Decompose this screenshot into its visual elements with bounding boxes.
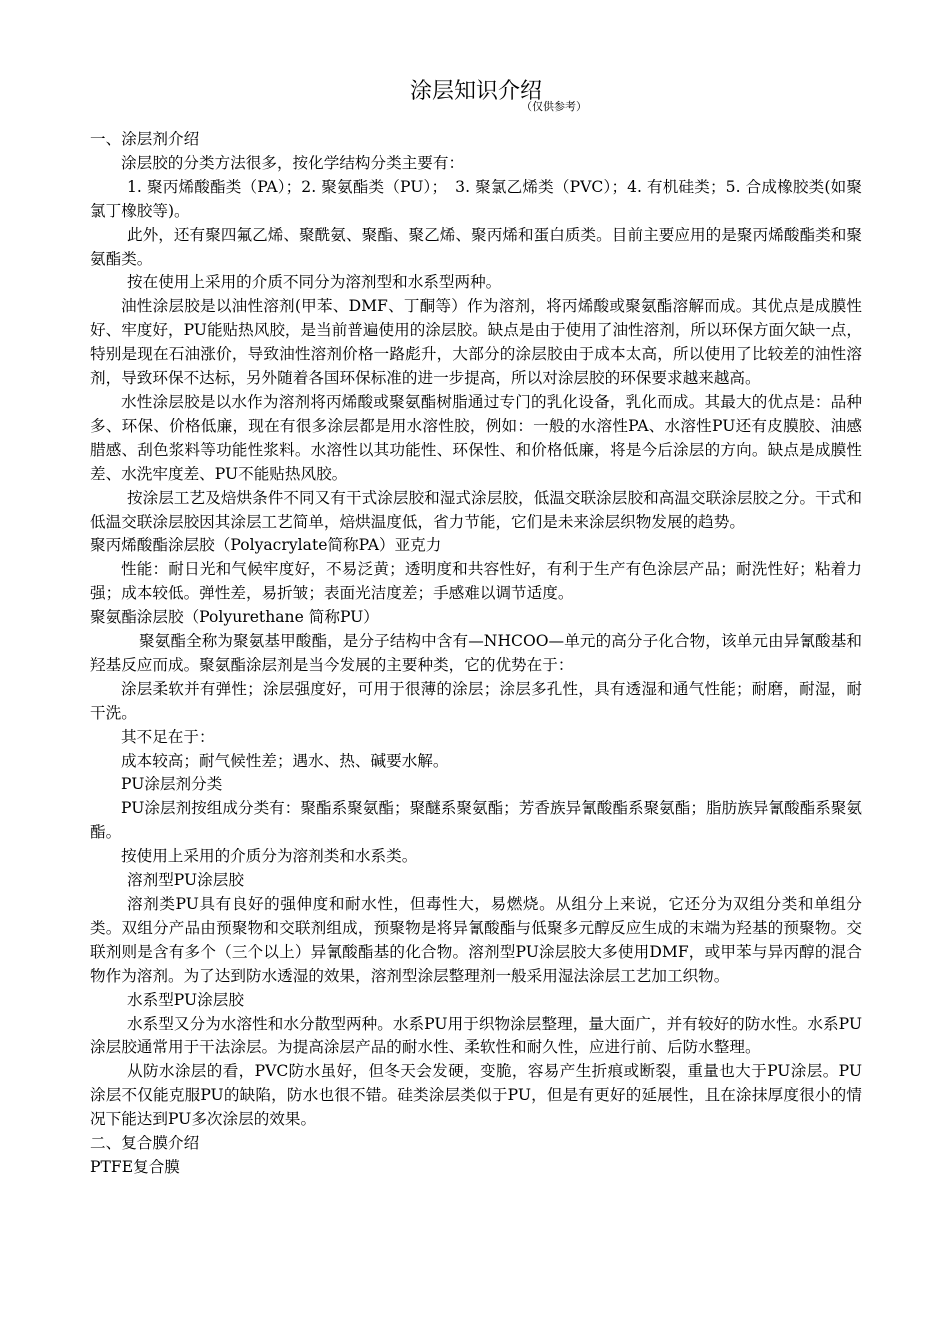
paragraph-pu-medium: 按使用上采用的介质分为溶剂类和水系类。 — [121, 847, 418, 866]
document-title: 涂层知识介绍 — [409, 79, 542, 104]
paragraph-other-types: 此外，还有聚四氟乙烯、聚酰氨、聚酯、聚乙烯、聚丙烯和蛋白质类。目前主要应用的是聚丙烯酸酯类和聚氨酯类。 — [90, 225, 862, 268]
heading-pa-coating: 聚丙烯酸酯涂层胶（Polyacrylate简称PA）亚克力 — [90, 536, 442, 555]
title-row — [90, 76, 862, 128]
document-subtitle: （仅供参考） — [521, 100, 587, 113]
paragraph-pa-properties: 性能：耐日光和气候牢度好，不易泛黄；透明度和共容性好，有利于生产有色涂层产品；耐洗性好；粘着力强；成本较低。弹性差，易折皱；表面光洁度差；手感难以调节适度。 — [90, 560, 862, 603]
heading-pu-coating: 聚氨酯涂层胶（Polyurethane 简称PU） — [90, 608, 379, 627]
paragraph-medium-types: 按在使用上采用的介质不同分为溶剂型和水系型两种。 — [127, 273, 502, 292]
paragraph-water-pu: 水系型又分为水溶性和水分散型两种。水系PU用于织物涂层整理，量大面广，并有较好的防水性。水系PU涂层胶通常用于干法涂层。为提高涂层产品的耐水性、柔软性和耐久性，应进行前、后防水整理。 — [90, 1014, 862, 1057]
paragraph-oil-based: 油性涂层胶是以油性溶剂(甲苯、DMF、丁酮等）作为溶剂，将丙烯酸或聚氨酯溶解而成。其优点是成膜性好、牢度好，PU能贴热风胶，是当前普遍使用的涂层胶。缺点是由于使用了油性溶剂，所以环保方面欠缺一点，特别是现在石油涨价，导致油性溶剂价格一路彪升，大部分的涂层胶由于成本太高，所以使用了比较差的油性溶剂，导致环保不达标，另外随着各国环保标准的进一步提高，所以对涂层胶的环保要求越来越高。 — [90, 297, 862, 388]
heading-pu-classification: PU涂层剂分类 — [121, 775, 223, 794]
paragraph-solvent-pu: 溶剂类PU具有良好的强伸度和耐水性，但毒性大，易燃烧。从组分上来说，它还分为双组分类和单组分类。双组分产品由预聚物和交联剂组成，预聚物是将异氰酸酯与低聚多元醇反应生成的末端为羟基的预聚物。交联剂则是含有多个（三个以上）异氰酸酯基的化合物。溶剂型PU涂层胶大多使用DMF，或甲苯与异丙醇的混合物作为溶剂。为了达到防水透湿的效果，溶剂型涂层整理剂一般采用湿法涂层工艺加工织物。 — [90, 895, 862, 985]
document-page — [90, 76, 862, 1180]
paragraph-pu-advantages: 涂层柔软并有弹性；涂层强度好，可用于很薄的涂层；涂层多孔性，具有透湿和通气性能；耐磨，耐湿，耐干洗。 — [90, 679, 862, 722]
heading-solvent-pu: 溶剂型PU涂层胶 — [127, 871, 244, 890]
paragraph-pu-composition: PU涂层剂按组成分类有：聚酯系聚氨酯；聚醚系聚氨酯；芳香族异氰酸酯系聚氨酯；脂肪族异氰酸酯系聚氨酯。 — [90, 799, 862, 842]
heading-water-pu: 水系型PU涂层胶 — [127, 990, 244, 1009]
paragraph-pu-shortcomings-label: 其不足在于： — [121, 727, 215, 746]
paragraph-waterproof-comparison: 从防水涂层的看，PVC防水虽好，但冬天会发硬，变脆，容易产生折痕或断裂，重量也大于PU涂层。PU涂层不仅能克服PU的缺陷，防水也很不错。硅类涂层类似于PU，但是有更好的延展性，且在涂抹厚度很小的情况下能达到PU多次涂层的效果。 — [90, 1062, 862, 1129]
paragraph-process-types: 按涂层工艺及焙烘条件不同又有干式涂层胶和湿式涂层胶，低温交联涂层胶和高温交联涂层胶之分。干式和低温交联涂层胶因其涂层工艺简单，焙烘温度低，省力节能，它们是未来涂层织物发展的趋势。 — [90, 488, 862, 531]
paragraph-pu-shortcomings: 成本较高；耐气候性差；遇水、热、碱要水解。 — [121, 751, 449, 770]
paragraph-classification-list: 1. 聚丙烯酸酯类（PA）；2. 聚氨酯类（PU）； 3. 聚氯乙烯类（PVC）；4. 有机硅类；5. 合成橡胶类(如聚氯丁橡胶等)。 — [90, 177, 862, 220]
paragraph-water-based: 水性涂层胶是以水作为溶剂将丙烯酸或聚氨酯树脂通过专门的乳化设备，乳化而成。其最大的优点是：品种多、环保、价格低廉，现在有很多涂层都是用水溶性胶，例如：一般的水溶性PA、水溶性PU还有皮膜胶、油感腊感、刮色浆料等功能性浆料。水溶性以其功能性、环保性、和价格低廉，将是今后涂层的方向。缺点是成膜性差、水洗牢度差、PU不能贴热风胶。 — [90, 392, 862, 483]
section-heading-composite-film: 二、复合膜介绍 — [90, 1134, 200, 1153]
paragraph-classification-intro: 涂层胶的分类方法很多，按化学结构分类主要有： — [121, 153, 465, 172]
section-heading-coating-agents: 一、涂层剂介绍 — [90, 130, 200, 148]
heading-ptfe-film: PTFE复合膜 — [90, 1157, 180, 1176]
paragraph-pu-definition: 聚氨酯全称为聚氨基甲酸酯，是分子结构中含有—NHCOO—单元的高分子化合物，该单元由异氰酸基和羟基反应而成。聚氨酯涂层剂是当今发展的主要种类，它的优势在于： — [90, 632, 862, 674]
